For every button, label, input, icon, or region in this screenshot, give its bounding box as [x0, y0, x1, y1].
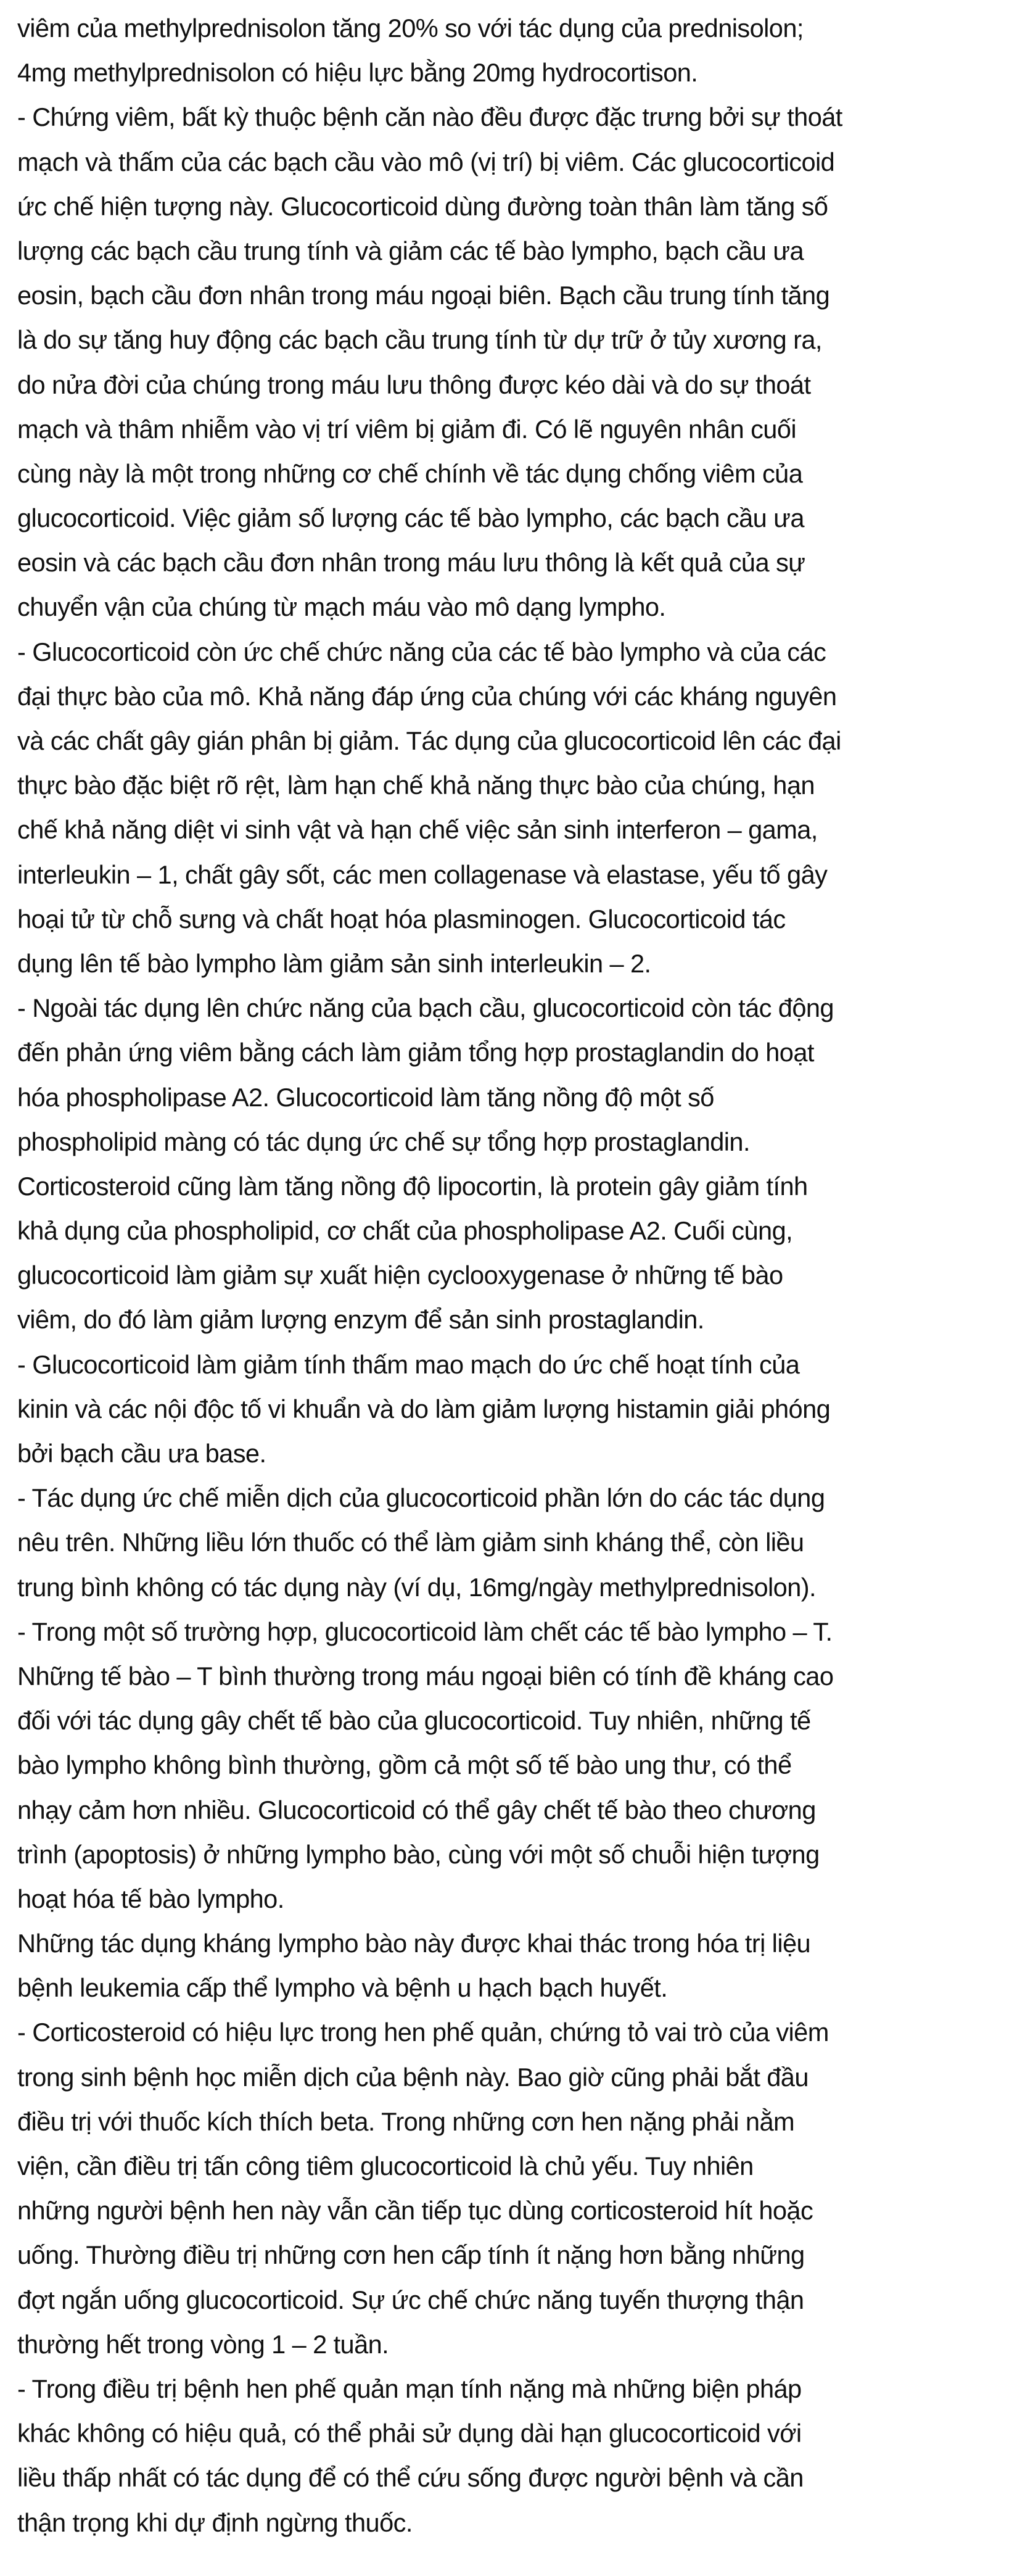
text-line: bào lympho không bình thường, gồm cả một số tế bào ung thư, có thể — [17, 1750, 792, 1780]
text-line: trình (apoptosis) ở những lympho bào, cùng với một số chuỗi hiện tượng — [17, 1839, 820, 1869]
text-line: - Chứng viêm, bất kỳ thuộc bệnh căn nào đều được đặc trưng bởi sự thoát — [17, 102, 842, 132]
text-line: - Tác dụng ức chế miễn dịch của glucocorticoid phần lớn do các tác dụng — [17, 1483, 825, 1513]
text-line: kinin và các nội độc tố vi khuẩn và do làm giảm lượng histamin giải phóng — [17, 1394, 831, 1423]
text-line: chế khả năng diệt vi sinh vật và hạn chế việc sản sinh interferon – gama, — [17, 815, 818, 845]
text-line: bệnh leukemia cấp thể lympho và bệnh u hạch bạch huyết. — [17, 1973, 668, 2003]
text-line: đối với tác dụng gây chết tế bào của glucocorticoid. Tuy nhiên, những tế — [17, 1706, 811, 1736]
text-line: nêu trên. Những liều lớn thuốc có thể làm giảm sinh kháng thể, còn liều — [17, 1528, 804, 1557]
text-line: nhạy cảm hơn nhiều. Glucocorticoid có thể gây chết tế bào theo chương — [17, 1795, 816, 1824]
text-line: hoạt hóa tế bào lympho. — [17, 1884, 284, 1913]
text-line: cùng này là một trong những cơ chế chính về tác dụng chống viêm của — [17, 458, 803, 488]
text-line: hóa phospholipase A2. Glucocorticoid làm tăng nồng độ một số — [17, 1082, 714, 1112]
text-line: viêm của methylprednisolon tăng 20% so với tác dụng của prednisolon; — [17, 14, 804, 43]
text-line: liều thấp nhất có tác dụng để có thể cứu sống được người bệnh và cần — [17, 2463, 804, 2493]
text-line: thận trọng khi dự định ngừng thuốc. — [17, 2508, 413, 2537]
text-line: glucocorticoid. Việc giảm số lượng các tế bào lympho, các bạch cầu ưa — [17, 503, 804, 533]
text-line: trong sinh bệnh học miễn dịch của bệnh này. Bao giờ cũng phải bắt đầu — [17, 2062, 809, 2092]
text-line: trung bình không có tác dụng này (ví dụ, 16mg/ngày methylprednisolon). — [17, 1572, 816, 1602]
text-line: eosin và các bạch cầu đơn nhân trong máu lưu thông là kết quả của sự — [17, 548, 805, 578]
text-line: - Ngoài tác dụng lên chức năng của bạch cầu, glucocorticoid còn tác động — [17, 993, 834, 1023]
text-line: viêm, do đó làm giảm lượng enzym để sản sinh prostaglandin. — [17, 1305, 704, 1335]
text-line: khác không có hiệu quả, có thể phải sử dụng dài hạn glucocorticoid với — [17, 2419, 802, 2448]
text-line: 4mg methylprednisolon có hiệu lực bằng 20mg hydrocortison. — [17, 58, 698, 88]
text-line: đại thực bào của mô. Khả năng đáp ứng của chúng với các kháng nguyên — [17, 681, 837, 711]
text-line: mạch và thấm của các bạch cầu vào mô (vị trí) bị viêm. Các glucocorticoid — [17, 147, 835, 176]
text-line: chuyển vận của chúng từ mạch máu vào mô dạng lympho. — [17, 592, 666, 622]
text-line: đợt ngắn uống glucocorticoid. Sự ức chế chức năng tuyến thượng thận — [17, 2285, 804, 2314]
text-line: glucocorticoid làm giảm sự xuất hiện cyclooxygenase ở những tế bào — [17, 1261, 783, 1290]
text-line: điều trị với thuốc kích thích beta. Trong những cơn hen nặng phải nằm — [17, 2106, 795, 2136]
text-line: - Glucocorticoid làm giảm tính thấm mao mạch do ức chế hoạt tính của — [17, 1349, 800, 1379]
text-line: bởi bạch cầu ưa base. — [17, 1439, 266, 1468]
text-line: - Trong một số trường hợp, glucocorticoid làm chết các tế bào lympho – T. — [17, 1617, 833, 1646]
text-line: viện, cần điều trị tấn công tiêm glucocorticoid là chủ yếu. Tuy nhiên — [17, 2151, 754, 2180]
text-line: hoại tử từ chỗ sưng và chất hoạt hóa plasminogen. Glucocorticoid tác — [17, 904, 786, 934]
text-line: và các chất gây gián phân bị giảm. Tác dụng của glucocorticoid lên các đại — [17, 726, 841, 755]
text-line: đến phản ứng viêm bằng cách làm giảm tổng hợp prostaglandin do hoạt — [17, 1038, 814, 1067]
text-line: thực bào đặc biệt rõ rệt, làm hạn chế khả năng thực bào của chúng, hạn — [17, 771, 815, 800]
text-line: khả dụng của phospholipid, cơ chất của phospholipase A2. Cuối cùng, — [17, 1216, 793, 1246]
text-line: uống. Thường điều trị những cơn hen cấp tính ít nặng hơn bằng những — [17, 2240, 805, 2270]
text-line: - Corticosteroid có hiệu lực trong hen phế quản, chứng tỏ vai trò của viêm — [17, 2018, 829, 2047]
document-page — [17, 6, 1019, 2567]
text-line: ức chế hiện tượng này. Glucocorticoid dùng đường toàn thân làm tăng số — [17, 191, 828, 221]
text-line: phospholipid màng có tác dụng ức chế sự tổng hợp prostaglandin. — [17, 1127, 750, 1156]
text-line: những người bệnh hen này vẫn cần tiếp tục dùng corticosteroid hít hoặc — [17, 2196, 813, 2226]
text-line: - Trong điều trị bệnh hen phế quản mạn tính nặng mà những biện pháp — [17, 2374, 802, 2403]
document-body — [17, 6, 1019, 2545]
text-line: do nửa đời của chúng trong máu lưu thông được kéo dài và do sự thoát — [17, 370, 811, 399]
text-line: mạch và thâm nhiễm vào vị trí viêm bị giảm đi. Có lẽ nguyên nhân cuối — [17, 414, 796, 444]
text-line: Corticosteroid cũng làm tăng nồng độ lipocortin, là protein gây giảm tính — [17, 1171, 808, 1201]
text-line: lượng các bạch cầu trung tính và giảm các tế bào lympho, bạch cầu ưa — [17, 236, 804, 265]
text-line: Những tác dụng kháng lympho bào này được khai thác trong hóa trị liệu — [17, 1929, 811, 1958]
text-line: là do sự tăng huy động các bạch cầu trung tính từ dự trữ ở tủy xương ra, — [17, 325, 822, 355]
text-line: thường hết trong vòng 1 – 2 tuần. — [17, 2329, 389, 2359]
text-line: Những tế bào – T bình thường trong máu ngoại biên có tính đề kháng cao — [17, 1661, 834, 1691]
text-line: - Glucocorticoid còn ức chế chức năng của các tế bào lympho và của các — [17, 637, 826, 666]
text-line: dụng lên tế bào lympho làm giảm sản sinh interleukin – 2. — [17, 948, 651, 978]
text-line: eosin, bạch cầu đơn nhân trong máu ngoại biên. Bạch cầu trung tính tăng — [17, 281, 830, 310]
text-line: interleukin – 1, chất gây sốt, các men collagenase và elastase, yếu tố gây — [17, 859, 828, 889]
